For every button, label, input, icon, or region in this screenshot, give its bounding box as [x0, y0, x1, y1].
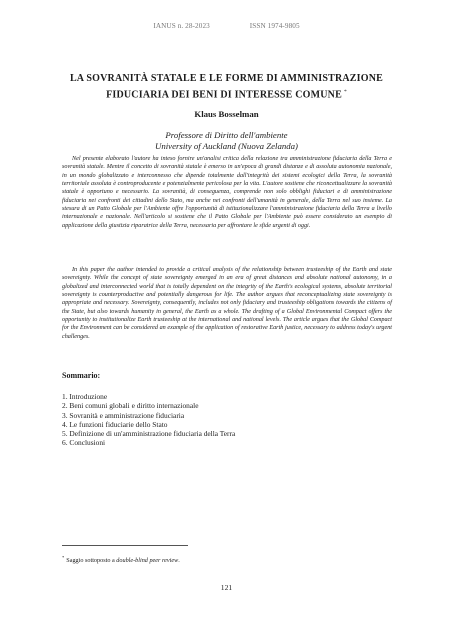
summary-item: 1. Introduzione: [62, 392, 108, 401]
affiliation-university: University of Auckland (Nuova Zelanda): [154, 140, 298, 151]
journal-issn: ISSN 1974-9805: [249, 22, 300, 30]
footnote: [62, 555, 180, 564]
running-header: [0, 22, 453, 30]
abstract-italian: Nel presente elaborato l'autore ha inteso fornire un'analisi critica della relazione tra amministrazione fiduciaria della Terra e sovranità statale. Mentre il concetto di sovranità statale è emerso in un'epoca di grandi distanze e di assoluta autonomia nazionale, in un mondo globalizzato e interconnesso che dipende totalmente dall'integrità dei sistemi ecologici della Terra, la sovranità territoriale assoluta è controproducente e potenzialmente pericolosa per la vita. L'autore sostiene che riconcettualizzare la sovranità statale è opportuno e necessario. La sovranità, di conseguenza, comprende non solo obblighi fiduciari e di amministrazione fiduciaria nei confronti dei cittadini dello Stato, ma anche nei confronti dell'umanità in generale, della Terra nel suo insieme. La stesura di un Patto Globale per l'Ambiente offre l'opportunità di istituzionalizzare l'amministrazione fiduciaria della Terra a livello internazionale e nazionale. Nell'articolo si sostiene che il Patto Globale per l'Ambiente può essere considerato un esempio di applicazione della giustizia riparatrice della Terra, necessaria per affrontare le sfide urgenti di oggi.: [62, 156, 392, 229]
title-footnote-mark[interactable]: *: [343, 88, 347, 95]
footnote-separator: [62, 545, 188, 546]
summary-item: 5. Definizione di un'amministrazione fiduciaria della Terra: [62, 429, 236, 439]
summary-item: 2. Beni comuni globali e diritto internazionale: [62, 401, 199, 411]
article-title: LA SOVRANITÀ STATALE E LE FORME DI AMMINISTRAZIONE FIDUCIARIA DEI BENI DI INTERESSE COMUNE: [69, 73, 384, 100]
summary-item: 4. Le funzioni fiduciarie dello Stato: [62, 419, 168, 429]
affiliation-position: Professore di Diritto dell'ambiente: [165, 130, 288, 140]
summary-item: 3. Sovranità e amministrazione fiduciaria: [62, 410, 185, 420]
footnote-text-before: Saggio sottoposto a: [66, 557, 117, 565]
summary-heading: Sommario:: [62, 371, 101, 380]
page-number: 121: [220, 583, 233, 592]
journal-issue: IANUS n. 28-2023: [153, 22, 210, 30]
footnote-text-emphasis: double-blind peer review: [116, 557, 179, 565]
author-name: Klaus Bosselman: [194, 109, 259, 119]
footnote-mark: *: [62, 555, 65, 560]
author-affiliation: [0, 130, 453, 151]
summary-list: [62, 392, 235, 448]
abstract-english: In this paper the author intended to provide a critical analysis of the relationship between trusteeship of the Earth and state sovereignty. While the concept of state sovereignty emerged in an era of great distances and absolute national autonomy, in a globalized and interconnected world that is totally dependent on the integrity of the Earth's ecological systems, absolute territorial sovereignty is counterproductive and potentially dangerous for life. The author argues that reconceptualizing state sovereignty is appropriate and necessary. Sovereignty, consequently, includes not only fiduciary and trusteeship obligations towards the citizens of the State, but also towards humanity in general, the Earth as a whole. The drafting of a Global Environmental Compact offers the opportunity to institutionalize Earth trusteeship at the international and national levels. The article argues that the Global Compact for the Environment can be considered an example of the application of restorative Earth justice, necessary to address today's urgent challenges.: [62, 267, 392, 340]
footnote-text-after: .: [178, 557, 180, 565]
article-title-block: [58, 73, 395, 101]
summary-item: 6. Conclusioni: [62, 438, 106, 448]
